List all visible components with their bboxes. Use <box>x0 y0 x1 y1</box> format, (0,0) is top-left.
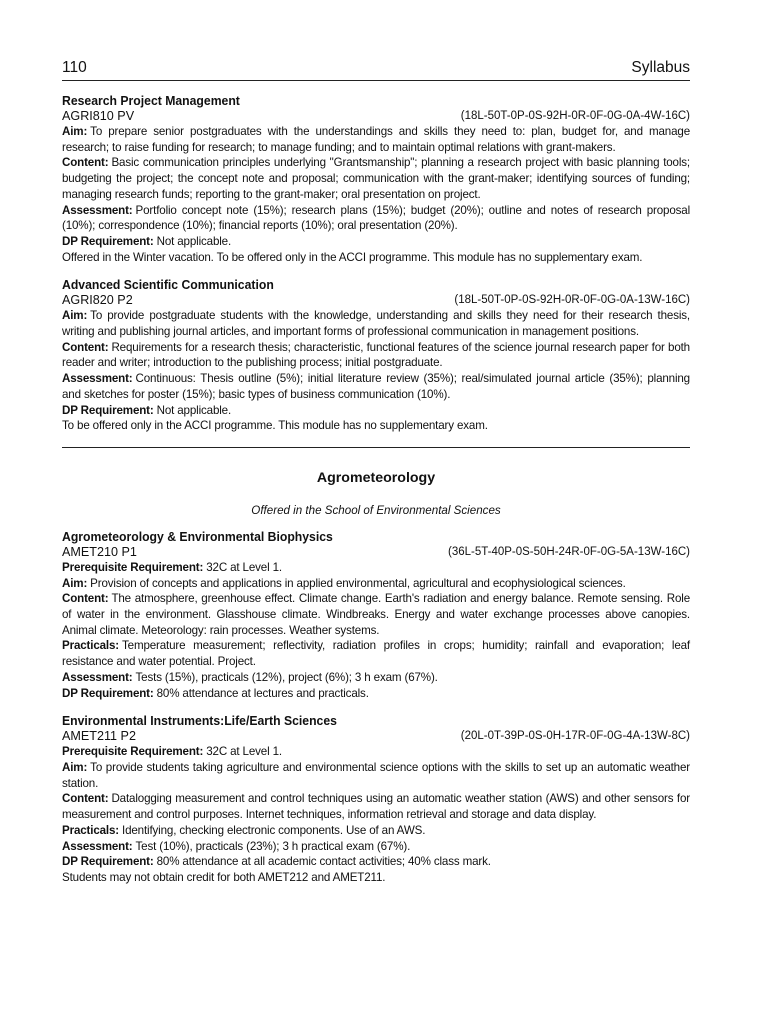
module-field <box>62 854 690 870</box>
section-subtitle: Offered in the School of Environmental Sciences <box>251 503 501 517</box>
modules-top <box>62 94 690 434</box>
module-field <box>62 203 690 234</box>
module-credits: (18L-50T-0P-0S-92H-0R-0F-0G-0A-13W-16C) <box>454 294 690 307</box>
field-label: Assessment: <box>62 839 133 853</box>
module-code: AGRI820 P2 <box>62 293 133 308</box>
field-label: Aim: <box>62 576 88 590</box>
module-field <box>62 403 690 419</box>
header-section-name: Syllabus <box>631 59 690 76</box>
module-field <box>62 591 690 638</box>
module-code: AMET211 P2 <box>62 729 136 744</box>
module-field <box>62 155 690 202</box>
module-code-line <box>62 293 690 308</box>
module-fields <box>62 124 690 250</box>
field-label: Assessment: <box>62 203 133 217</box>
module-title: Agrometeorology & Environmental Biophysics <box>62 529 333 544</box>
field-label: Content: <box>62 340 109 354</box>
field-text: Temperature measurement; reflectivity, radiation profiles in crops; humidity; rainfall and evaporation; leaf resistance and water potential. Project. <box>62 639 690 669</box>
field-label: Assessment: <box>62 670 133 684</box>
field-label: Content: <box>62 592 109 606</box>
field-text: 32C at Level 1. <box>206 745 282 759</box>
field-text: Continuous: Thesis outline (5%); initial literature review (35%); real/simulated journal article (35%); planning and sketches for poster (15%); basic types of business communication (10%). <box>62 372 690 401</box>
field-text: Identifying, checking electronic components. Use of an AWS. <box>122 823 426 837</box>
field-label: Prerequisite Requirement: <box>62 745 204 759</box>
module-field <box>62 638 690 669</box>
modules-section <box>62 530 690 886</box>
page-number: 110 <box>62 59 87 76</box>
module-field <box>62 839 690 855</box>
module-entry <box>62 94 690 265</box>
field-text: Requirements for a research thesis; characteristic, functional features of the science journal research paper for both reader and writer; introduction to the publishing process; initial postgraduate. <box>62 340 690 370</box>
section-divider <box>62 447 690 448</box>
module-credits: (20L-0T-39P-0S-0H-17R-0F-0G-4A-13W-8C) <box>460 730 690 743</box>
field-label: Aim: <box>62 125 88 138</box>
module-note: Students may not obtain credit for both AMET212 and AMET211. <box>62 870 386 884</box>
module-field <box>62 670 690 686</box>
field-label: Aim: <box>62 760 88 774</box>
module-field <box>62 576 690 592</box>
field-text: 80% attendance at all academic contact activities; 40% class mark. <box>156 855 491 869</box>
module-code-line <box>62 109 690 124</box>
module-entry <box>62 530 690 701</box>
running-header <box>62 58 690 81</box>
module-code: AMET210 P1 <box>62 544 137 559</box>
module-title: Research Project Management <box>62 94 240 108</box>
module-field <box>62 686 690 702</box>
module-entry <box>62 278 690 434</box>
field-label: DP Requirement: <box>62 234 154 248</box>
field-text: Tests (15%), practicals (12%), project (6%); 3 h exam (67%). <box>135 670 438 684</box>
module-field <box>62 308 690 339</box>
module-code-line <box>62 545 690 560</box>
module-field <box>62 823 690 839</box>
field-text: The atmosphere, greenhouse effect. Climate change. Earth's radiation and energy balance. Remote sensing. Role of water in the environment. Glasshouse climate. Windbreaks. Energy and water exchange processes above canopies. Animal climate. Meteorology: rain processes. Weather systems. <box>62 592 690 637</box>
module-field <box>62 124 690 155</box>
module-field <box>62 560 690 576</box>
field-label: Practicals: <box>62 639 119 653</box>
field-label: Practicals: <box>62 823 119 837</box>
module-code-line <box>62 729 690 744</box>
field-text: To provide postgraduate students with the knowledge, understanding and skills they need for their research thesis, writing and publishing journal articles, and important forms of professional communication in management positions. <box>62 309 690 339</box>
field-text: To provide students taking agriculture and environmental science options with the skills to set up an automatic weather station. <box>62 760 690 790</box>
module-field <box>62 371 690 402</box>
module-credits: (18L-50T-0P-0S-92H-0R-0F-0G-0A-4W-16C) <box>460 110 690 122</box>
module-title: Environmental Instruments:Life/Earth Sciences <box>62 714 337 729</box>
field-text: Test (10%), practicals (23%); 3 h practical exam (67%). <box>135 839 411 853</box>
field-label: Content: <box>62 156 109 170</box>
field-label: DP Requirement: <box>62 686 154 700</box>
field-text: Datalogging measurement and control techniques using an automatic weather station (AWS) and other sensors for measurement and control purposes. Internet techniques, information retrieval and storage and data display. <box>62 792 690 822</box>
module-field <box>62 234 690 250</box>
module-title: Advanced Scientific Communication <box>62 278 274 293</box>
module-entry <box>62 714 690 885</box>
field-label: Assessment: <box>62 372 133 386</box>
field-label: DP Requirement: <box>62 855 154 869</box>
module-credits: (36L-5T-40P-0S-50H-24R-0F-0G-5A-13W-16C) <box>447 545 690 558</box>
field-text: To prepare senior postgraduates with the understandings and skills they need to: plan, budget for, and manage research; to raise funding for research; to manage funding; and to maintain optimal relations with grant-makers. <box>62 125 690 154</box>
module-code: AGRI810 PV <box>62 109 135 123</box>
field-text: 32C at Level 1. <box>206 560 282 574</box>
field-label: Content: <box>62 792 109 806</box>
module-note: To be offered only in the ACCI programme. This module has no supplementary exam. <box>62 419 488 433</box>
field-label: DP Requirement: <box>62 403 154 417</box>
document-page <box>62 58 690 886</box>
field-text: Portfolio concept note (15%); research plans (15%); budget (20%); outline and notes of research proposal (10%); correspondence (10%); financial reports (10%); oral presentation (20%). <box>62 203 690 233</box>
field-text: Provision of concepts and applications in applied environmental, agricultural and ecophysiological sciences. <box>90 576 626 590</box>
field-text: 80% attendance at lectures and practicals. <box>156 686 369 700</box>
module-fields <box>62 744 690 870</box>
module-fields <box>62 560 690 701</box>
field-label: Prerequisite Requirement: <box>62 560 204 574</box>
module-note: Offered in the Winter vacation. To be offered only in the ACCI programme. This module has no supplementary exam. <box>62 250 643 264</box>
module-field <box>62 791 690 822</box>
module-fields <box>62 308 690 418</box>
field-text: Not applicable. <box>156 403 232 417</box>
module-field <box>62 340 690 371</box>
module-field <box>62 760 690 791</box>
field-text: Basic communication principles underlying "Grantsmanship"; planning a research project with basic planning tools; budgeting the project; the concept note and proposal; communication with the grant-maker; identifying sources of funding; managing research funds; reporting to the grant-maker; oral presentation on project. <box>62 156 690 201</box>
field-label: Aim: <box>62 309 88 323</box>
module-field <box>62 744 690 760</box>
section-title: Agrometeorology <box>316 469 436 486</box>
field-text: Not applicable. <box>156 234 232 248</box>
